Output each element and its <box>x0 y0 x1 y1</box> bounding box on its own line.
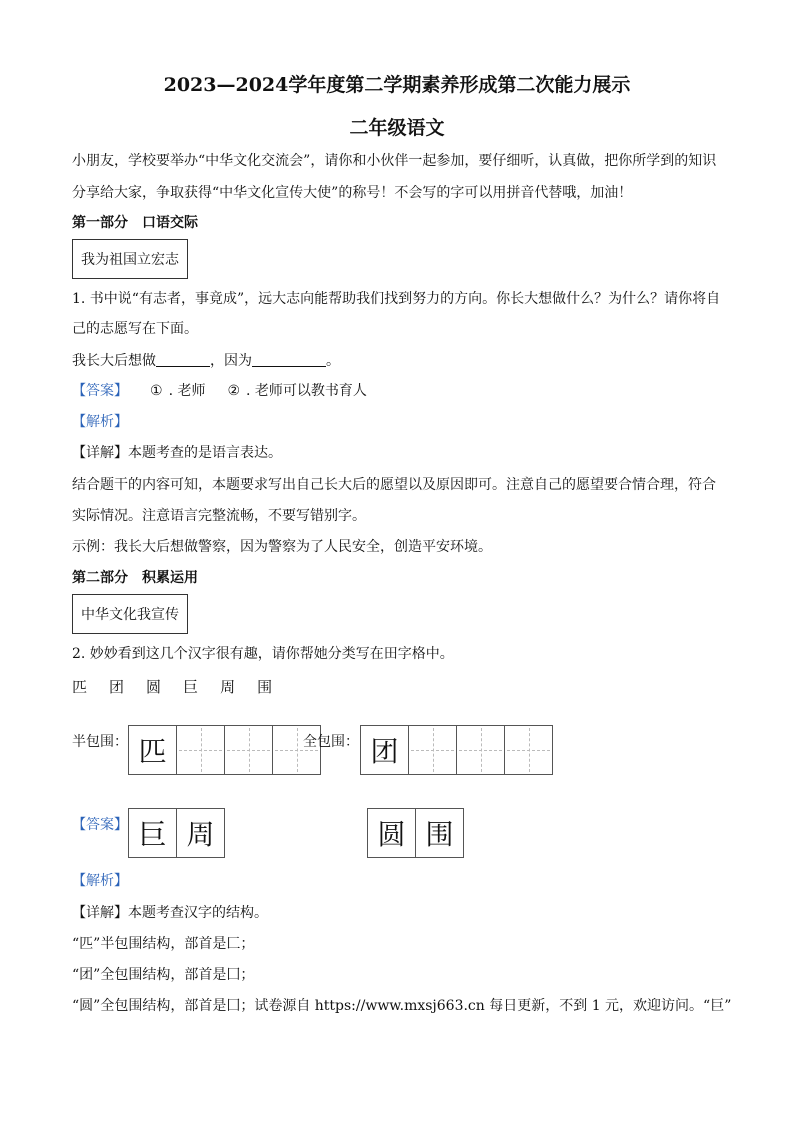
grid-cell: 周 <box>176 808 225 858</box>
q1-detail-line <box>72 444 282 462</box>
q1-blank-2[interactable] <box>252 352 326 367</box>
q2-analysis-tag: 【解析】 <box>72 873 128 889</box>
full-enclosure-grid <box>360 725 553 775</box>
q1-fill-b: ，因为 <box>210 353 252 369</box>
q2-text: 2. 妙妙看到这几个汉字很有趣，请你帮她分类写在田字格中。 <box>72 646 454 662</box>
q1-fill-a: 我长大后想做 <box>72 353 156 369</box>
q2-line-2: “团”全包围结构，部首是囗； <box>72 967 255 983</box>
q2-char: 圆 <box>146 678 162 696</box>
answer-2: . 老师可以教书育人 <box>246 383 367 399</box>
part2-topic-box: 中华文化我宣传 <box>72 594 188 634</box>
answer-1: . 老师 <box>168 383 206 399</box>
part1-topic-box: 我为祖国立宏志 <box>72 239 188 279</box>
grid-cell[interactable]: 匹 <box>128 725 177 775</box>
answer-tag: 【答案】 <box>72 383 128 399</box>
q2-answer-tag: 【答案】 <box>72 817 128 833</box>
q2-char: 围 <box>257 678 273 696</box>
q1-fill-line <box>72 352 340 370</box>
q2-line-1: “匹”半包围结构，部首是匚； <box>72 936 255 952</box>
grid-cell[interactable] <box>408 725 457 775</box>
q1-text-2: 己的志愿写在下面。 <box>72 321 198 337</box>
grid-cell: 圆 <box>367 808 416 858</box>
q1-explanation-1: 结合题干的内容可知，本题要求写出自己长大后的愿望以及原因即可。注意自己的愿望要合情合理，符合 <box>72 477 716 493</box>
exam-title: 2023—2024学年度第二学期素养形成第二次能力展示 <box>163 74 631 96</box>
q2-line-3: “圆”全包围结构，部首是囗；试卷源自 https://www.mxsj663.cn 每日更新，不到 1 元，欢迎访问。“巨” <box>72 998 732 1014</box>
q1-detail: 本题考查的是语言表达。 <box>128 445 282 461</box>
q2-detail: 本题考查汉字的结构。 <box>128 905 268 921</box>
intro-line-2: 分享给大家，争取获得“中华文化宣传大使”的称号！不会写的字可以用拼音代替哦，加油！ <box>72 185 633 201</box>
q2-detail-line <box>72 904 268 922</box>
grid-cell[interactable] <box>504 725 553 775</box>
q1-example: 示例：我长大后想做警察，因为警察为了人民安全，创造平安环境。 <box>72 539 492 555</box>
answer-number-2: ② <box>227 383 241 399</box>
grid-cell[interactable] <box>176 725 225 775</box>
q2-char: 周 <box>220 678 236 696</box>
grid-cell: 巨 <box>128 808 177 858</box>
part2-heading: 第二部分 积累运用 <box>72 570 198 586</box>
q1-answer-line <box>72 382 367 400</box>
grid-cell[interactable] <box>456 725 505 775</box>
q2-char: 匹 <box>72 678 88 696</box>
q1-explanation-2: 实际情况。注意语言完整流畅，不要写错别字。 <box>72 508 366 524</box>
detail-tag: 【详解】 <box>72 905 128 921</box>
exam-subtitle: 二年级语文 <box>349 117 445 139</box>
q1-text-1: 1. 书中说“有志者，事竟成”，远大志向能帮助我们找到努力的方向。你长大想做什么？为什么？请你将自 <box>72 291 721 307</box>
grid-cell[interactable]: 团 <box>360 725 409 775</box>
q2-character-list <box>72 676 294 697</box>
q2-char: 团 <box>109 678 125 696</box>
grid-cell[interactable] <box>224 725 273 775</box>
q1-fill-c: 。 <box>326 353 340 369</box>
intro-line-1: 小朋友，学校要举办“中华文化交流会”，请你和小伙伴一起参加，要仔细听，认真做，把你所学到的知识 <box>72 153 717 169</box>
answer-full-grid <box>367 808 464 858</box>
detail-tag: 【详解】 <box>72 445 128 461</box>
answer-number-1: ① <box>150 383 163 399</box>
half-enclosure-label: 半包围： <box>72 734 128 750</box>
half-enclosure-grid <box>128 725 321 775</box>
part1-heading: 第一部分 口语交际 <box>72 215 198 231</box>
answer-half-grid <box>128 808 225 858</box>
q1-blank-1[interactable] <box>156 352 210 367</box>
grid-cell: 围 <box>415 808 464 858</box>
full-enclosure-label: 全包围： <box>303 734 359 750</box>
q2-char: 巨 <box>183 678 199 696</box>
analysis-tag: 【解析】 <box>72 414 128 430</box>
